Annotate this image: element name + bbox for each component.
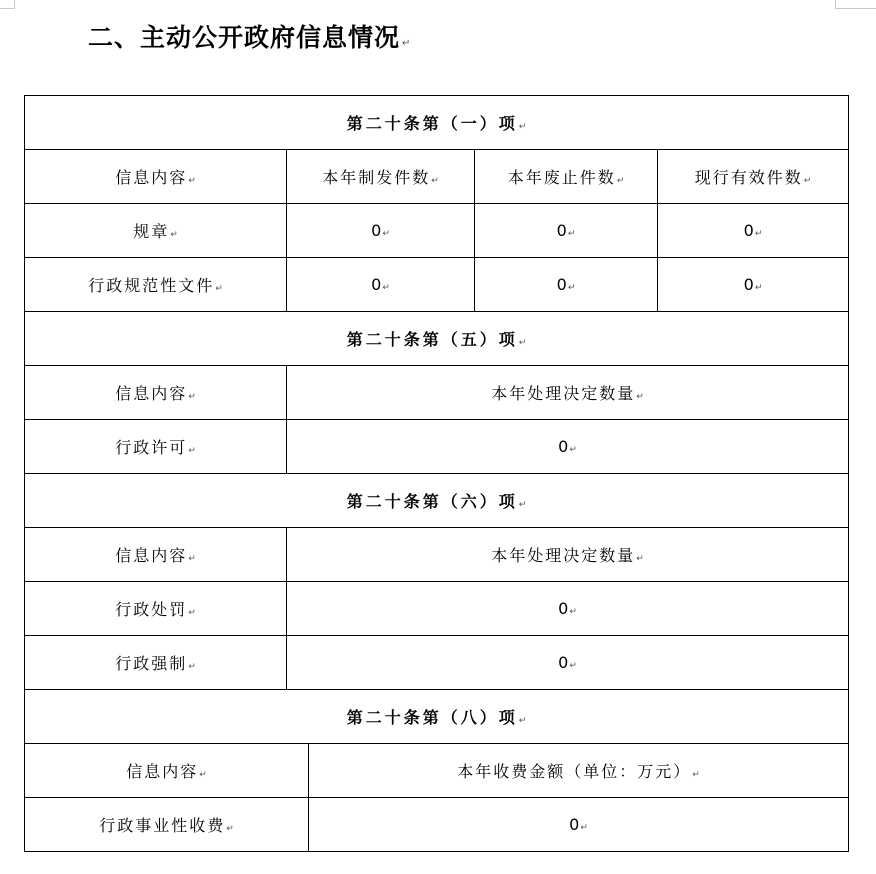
table-row — [25, 690, 849, 744]
table-row — [25, 474, 849, 528]
header-cell: 本年处理决定数量↵ — [287, 528, 849, 582]
table-row — [25, 258, 849, 312]
table-row — [25, 744, 849, 798]
header-cell: 信息内容↵ — [25, 150, 287, 204]
row-label: 行政处罚↵ — [25, 582, 287, 636]
section-title-s1: 第二十条第（一）项↵ — [25, 96, 849, 150]
table-row — [25, 204, 849, 258]
table-row — [25, 798, 849, 852]
table-row — [25, 528, 849, 582]
value-cell: 0↵ — [309, 798, 849, 852]
section-title-s8: 第二十条第（八）项↵ — [25, 690, 849, 744]
value-cell: 0↵ — [475, 258, 658, 312]
header-cell: 本年收费金额（单位：万元）↵ — [309, 744, 849, 798]
section-title-s5: 第二十条第（五）项↵ — [25, 312, 849, 366]
table-row — [25, 582, 849, 636]
table-row — [25, 312, 849, 366]
paragraph-mark-icon: ↵ — [402, 38, 412, 49]
value-cell: 0↵ — [287, 636, 849, 690]
table-row — [25, 96, 849, 150]
table-row — [25, 366, 849, 420]
value-cell: 0↵ — [287, 204, 475, 258]
header-cell: 本年制发件数↵ — [287, 150, 475, 204]
value-cell: 0↵ — [287, 258, 475, 312]
header-cell: 信息内容↵ — [25, 528, 287, 582]
heading-text: 二、主动公开政府信息情况 — [88, 23, 401, 52]
section-heading — [88, 18, 411, 54]
value-cell: 0↵ — [658, 258, 849, 312]
table-row — [25, 636, 849, 690]
page-corner-mark-left — [0, 0, 15, 9]
value-cell: 0↵ — [287, 582, 849, 636]
value-cell: 0↵ — [475, 204, 658, 258]
row-label: 行政强制↵ — [25, 636, 287, 690]
header-cell: 信息内容↵ — [25, 366, 287, 420]
row-label: 规章↵ — [25, 204, 287, 258]
header-cell: 本年废止件数↵ — [475, 150, 658, 204]
row-label: 行政许可↵ — [25, 420, 287, 474]
disclosure-table — [24, 95, 849, 852]
value-cell: 0↵ — [287, 420, 849, 474]
section-title-s6: 第二十条第（六）项↵ — [25, 474, 849, 528]
header-cell: 现行有效件数↵ — [658, 150, 849, 204]
row-label: 行政事业性收费↵ — [25, 798, 309, 852]
value-cell: 0↵ — [658, 204, 849, 258]
header-cell: 信息内容↵ — [25, 744, 309, 798]
row-label: 行政规范性文件↵ — [25, 258, 287, 312]
table-row — [25, 420, 849, 474]
header-cell: 本年处理决定数量↵ — [287, 366, 849, 420]
table-row — [25, 150, 849, 204]
page-corner-mark-right — [835, 0, 876, 9]
